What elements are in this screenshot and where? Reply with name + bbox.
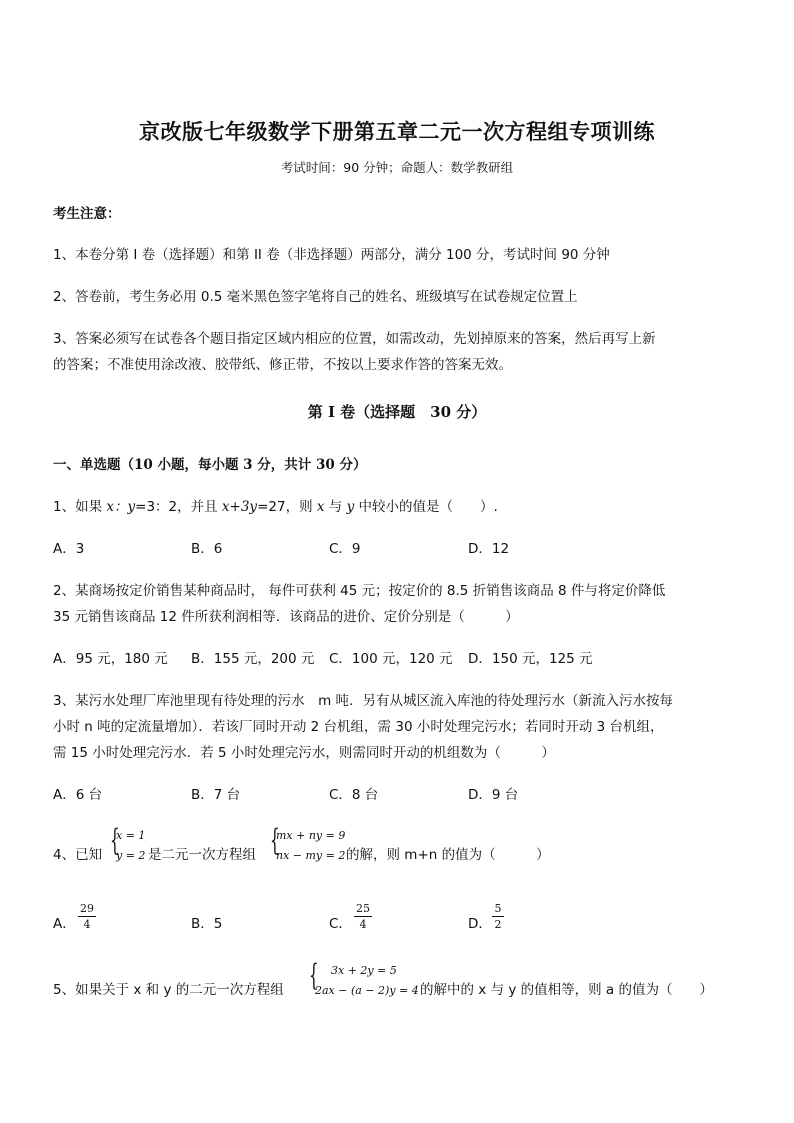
q4-option-c-fraction	[354, 902, 372, 931]
q4-option-b[interactable]: B．5	[191, 916, 223, 932]
page-title: 京改版七年级数学下册第五章二元一次方程组专项训练	[139, 119, 655, 144]
q5-equation-system	[309, 958, 419, 1000]
q3-option-a[interactable]: A．6 台	[53, 787, 103, 803]
part1-title: 第 I 卷（选择题 30 分）	[307, 403, 487, 421]
q1-sum-expr: x+3y	[221, 499, 258, 515]
q1-ratio-expr: x：y	[106, 499, 136, 515]
q4-system-eq-1: mx + ny = 9	[276, 829, 346, 842]
q5-system-eq-1: 3x + 2y = 5	[331, 964, 397, 977]
section-title: 一、单选题（10 小题，每小题 3 分，共计 30 分）	[53, 457, 367, 473]
q4-option-a-label: A．	[53, 916, 76, 932]
q4-middle-text: 是二元一次方程组	[148, 847, 256, 863]
q3-option-d[interactable]: D．9 台	[468, 787, 519, 803]
question-1	[53, 495, 498, 515]
q4-given-system	[110, 823, 150, 865]
notice-heading: 考生注意：	[53, 206, 121, 222]
q1-option-d[interactable]: D．12	[468, 541, 510, 557]
q3-option-c[interactable]: C．8 台	[329, 787, 379, 803]
question-3-line-2: 小时 n 吨的定流量增加）．若该厂同时开动 2 台机组，需 30 小时处理完污水；若同时开动 3 台机组，	[53, 719, 664, 735]
q5-suffix: 的解中的 x 与 y 的值相等，则 a 的值为（ ）	[420, 982, 713, 998]
question-2-line-2: 35 元销售该商品 12 件所获利润相等．该商品的进价、定价分别是（ ）	[53, 609, 519, 625]
q4-option-c[interactable]	[329, 912, 352, 932]
q1-option-b[interactable]: B．6	[191, 541, 223, 557]
question-3-line-1: 3、某污水处理厂库池里现有待处理的污水 m 吨．另有从城区流入库池的待处理污水（新流入污水按每	[53, 693, 674, 709]
q4-system-eq-2: nx − my = 2	[276, 849, 346, 862]
q4-option-a[interactable]	[53, 912, 76, 932]
q1-var-x: x	[316, 499, 325, 515]
fraction-denominator: 2	[494, 918, 502, 931]
q5-system-eq-2: 2ax − (a − 2)y = 4	[315, 984, 419, 997]
q1-option-a[interactable]: A．3	[53, 541, 85, 557]
left-brace-icon: {	[110, 823, 120, 858]
left-brace-icon: {	[309, 958, 319, 993]
notice-item-1: 1、本卷分第 I 卷（选择题）和第 II 卷（非选择题）两部分，满分 100 分，考试时间 90 分钟	[53, 247, 610, 263]
q1-text: =3：2，并且	[135, 499, 222, 515]
q2-option-c[interactable]: C．100 元，120 元	[329, 651, 453, 667]
q4-suffix: 的解，则 m+n 的值为（ ）	[346, 847, 550, 863]
q1-text: 1、如果	[53, 499, 107, 515]
q5-prefix: 5、如果关于 x 和 y 的二元一次方程组	[53, 982, 284, 998]
q4-prefix: 4、已知	[53, 847, 103, 863]
fraction-denominator: 4	[83, 918, 91, 931]
q4-option-d-fraction	[492, 902, 504, 931]
q4-option-d-label: D．	[468, 916, 492, 932]
notice-item-2: 2、答卷前，考生务必用 0.5 毫米黑色签字笔将自己的姓名、班级填写在试卷规定位置上	[53, 289, 578, 305]
q4-option-c-label: C．	[329, 916, 352, 932]
q4-equation-system	[270, 823, 350, 865]
q2-option-b[interactable]: B．155 元，200 元	[191, 651, 315, 667]
exam-info: 考试时间：90 分钟；命题人：数学教研组	[280, 160, 514, 175]
q1-text: 中较小的值是（ ）.	[354, 499, 498, 515]
q2-option-a[interactable]: A．95 元，180 元	[53, 651, 168, 667]
fraction-numerator: 25	[356, 902, 370, 915]
q1-var-y: y	[346, 499, 355, 515]
q1-text: =27，则	[257, 499, 317, 515]
q1-text: 与	[324, 499, 347, 515]
q1-option-c[interactable]: C．9	[329, 541, 361, 557]
question-3-line-3: 需 15 小时处理完污水．若 5 小时处理完污水，则需同时开动的机组数为（ ）	[53, 745, 555, 761]
q4-given-eq-1: x = 1	[116, 829, 146, 842]
q4-option-d[interactable]	[468, 912, 492, 932]
notice-item-3: 3、答案必须写在试卷各个题目指定区域内相应的位置，如需改动，先划掉原来的答案，然后再写上新	[53, 331, 656, 347]
question-2-line-1: 2、某商场按定价销售某种商品时， 每件可获利 45 元；按定价的 8.5 折销售该商品 8 件与将定价降低	[53, 583, 666, 599]
fraction-denominator: 4	[359, 918, 367, 931]
q3-option-b[interactable]: B．7 台	[191, 787, 241, 803]
left-brace-icon: {	[270, 823, 280, 858]
notice-item-3-cont: 的答案；不准使用涂改液、胶带纸、修正带，不按以上要求作答的答案无效。	[53, 357, 512, 373]
q4-given-eq-2: y = 2	[116, 849, 146, 862]
q4-option-a-fraction	[78, 902, 96, 931]
fraction-numerator: 29	[80, 902, 94, 915]
q2-option-d[interactable]: D．150 元，125 元	[468, 651, 593, 667]
fraction-numerator: 5	[494, 902, 502, 915]
